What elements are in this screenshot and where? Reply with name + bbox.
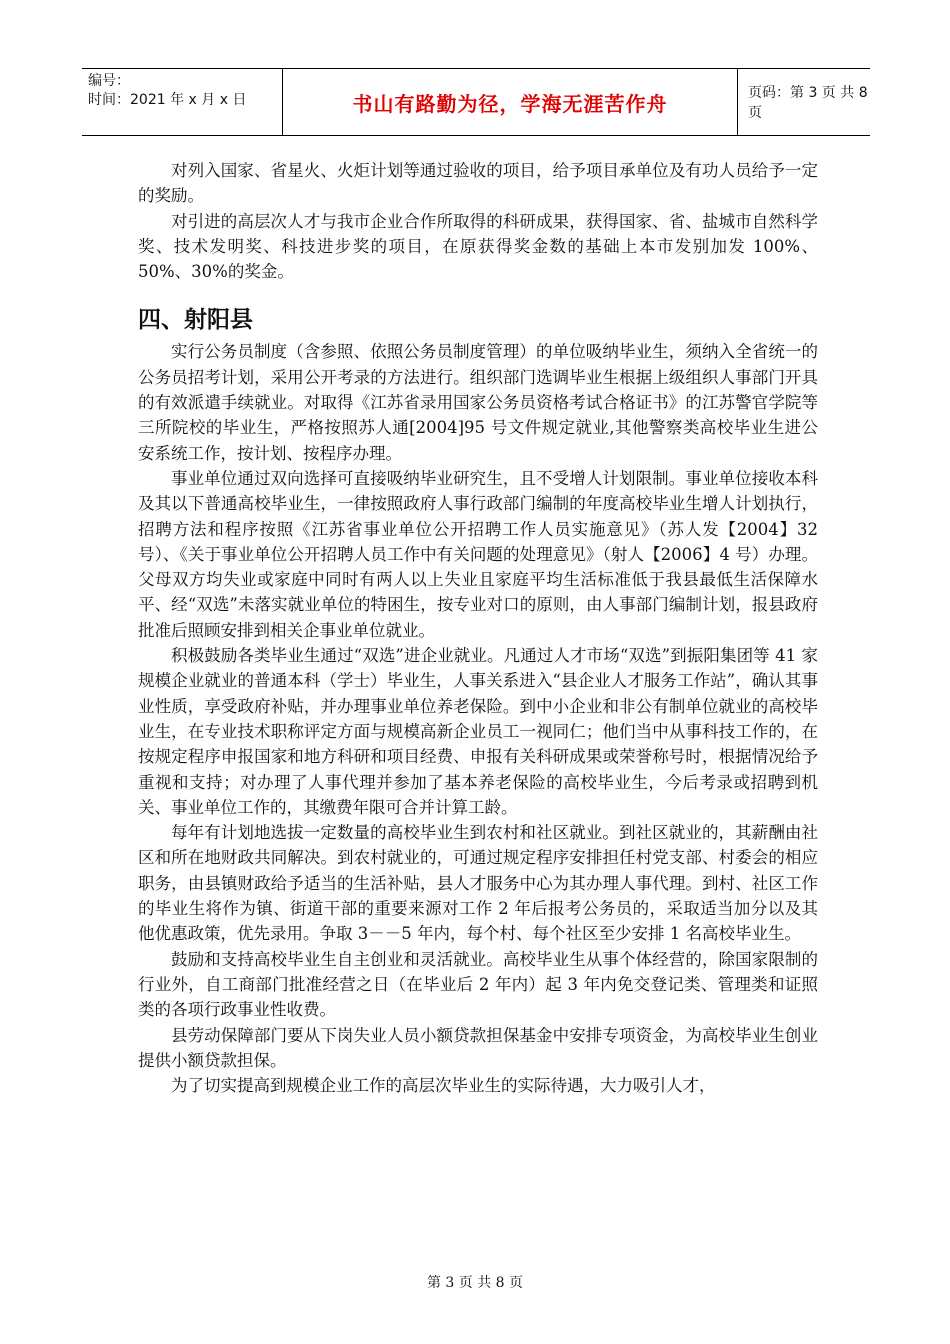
document-body xyxy=(138,158,818,1098)
body-paragraph: 对列入国家、省星火、火炬计划等通过验收的项目，给予项目承单位及有功人员给予一定的奖励。 xyxy=(138,161,818,206)
body-paragraph: 实行公务员制度（含参照、依照公务员制度管理）的单位吸纳毕业生，须纳入全省统一的公务员招考计划，采用公开考录的方法进行。组织部门选调毕业生根据上级组织人事部门开具的有效派遣手续就业。对取得《江苏省录用国家公务员资格考试合格证书》的江苏警官学院等三所院校的毕业生，严格按照苏人通[2004]95 号文件规定就业,其他警察类高校毕业生进公安系统工作，按计划、按程序办理。 xyxy=(138,342,818,463)
page-footer: 第 3 页 共 8 页 xyxy=(426,1275,524,1291)
header-motto: 书山有路勤为径，学海无涯苦作舟 xyxy=(282,69,738,135)
header-meta xyxy=(82,69,282,135)
body-paragraph: 鼓励和支持高校毕业生自主创业和灵活就业。高校毕业生从事个体经营的，除国家限制的行业外，自工商部门批准经营之日（在毕业后 2 年内）起 3 年内免交登记类、管理类和证照类的各项行政事业性收费。 xyxy=(138,949,818,1020)
document-number-label: 编号： xyxy=(88,73,130,89)
section-heading: 四、射阳县 xyxy=(138,307,253,334)
body-paragraph: 积极鼓励各类毕业生通过“双选”进企业就业。凡通过人才市场“双选”到振阳集团等 41 家规模企业就业的普通本科（学士）毕业生，人事关系进入“县企业人才服务工作站”，确认其事业性质，享受政府补贴，并办理事业单位养老保险。到中小企业和非公有制单位就业的高校毕业生，在专业技术职称评定方面与规模高新企业员工一视同仁；他们当中从事科技工作的，在按规定程序申报国家和地方科研和项目经费、申报有关科研成果或荣誉称号时，根据情况给予重视和支持；对办理了人事代理并参加了基本养老保险的高校毕业生，今后考录或招聘到机关、事业单位工作的，其缴费年限可合并计算工龄。 xyxy=(138,646,818,817)
body-paragraph: 对引进的高层次人才与我市企业合作所取得的科研成果，获得国家、省、盐城市自然科学奖、技术发明奖、科技进步奖的项目，在原获得奖金数的基础上本市发别加发 100%、50%、30%的奖金。 xyxy=(138,211,818,282)
document-date-label: 时间：2021 年 x 月 x 日 xyxy=(88,92,247,108)
body-paragraph: 事业单位通过双向选择可直接吸纳毕业研究生，且不受增人计划限制。事业单位接收本科及其以下普通高校毕业生，一律按照政府人事行政部门编制的年度高校毕业生增人计划执行，招聘方法和程序按照《江苏省事业单位公开招聘工作人员实施意见》（苏人发【2004】32 号）、《关于事业单位公开招聘人员工作中有关问题的处理意见》（射人【2006】4 号）办理。父母双方均失业或家庭中同时有两人以上失业且家庭平均生活标准低于我县最低生活保障水平、经“双选”未落实就业单位的特困生，按专业对口的原则，由人事部门编制计划，报县政府批准后照顾安排到相关企事业单位就业。 xyxy=(138,468,818,640)
page-header xyxy=(82,68,870,136)
body-paragraph: 为了切实提高到规模企业工作的高层次毕业生的实际待遇，大力吸引人才， xyxy=(171,1076,716,1096)
header-page-number: 页码：第 3 页 共 8 页 xyxy=(748,85,868,121)
body-paragraph: 每年有计划地选拔一定数量的高校毕业生到农村和社区就业。到社区就业的，其薪酬由社区和所在地财政共同解决。到农村就业的，可通过规定程序安排担任村党支部、村委会的相应职务，由县镇财政给予适当的生活补贴，县人才服务中心为其办理人事代理。到村、社区工作的毕业生将作为镇、街道干部的重要来源对工作 2 年后报考公务员的，采取适当加分以及其他优惠政策，优先录用。争取 3－－5 年内，每个村、每个社区至少安排 1 名高校毕业生。 xyxy=(138,823,818,944)
body-paragraph: 县劳动保障部门要从下岗失业人员小额贷款担保基金中安排专项资金，为高校毕业生创业提供小额贷款担保。 xyxy=(138,1025,818,1070)
